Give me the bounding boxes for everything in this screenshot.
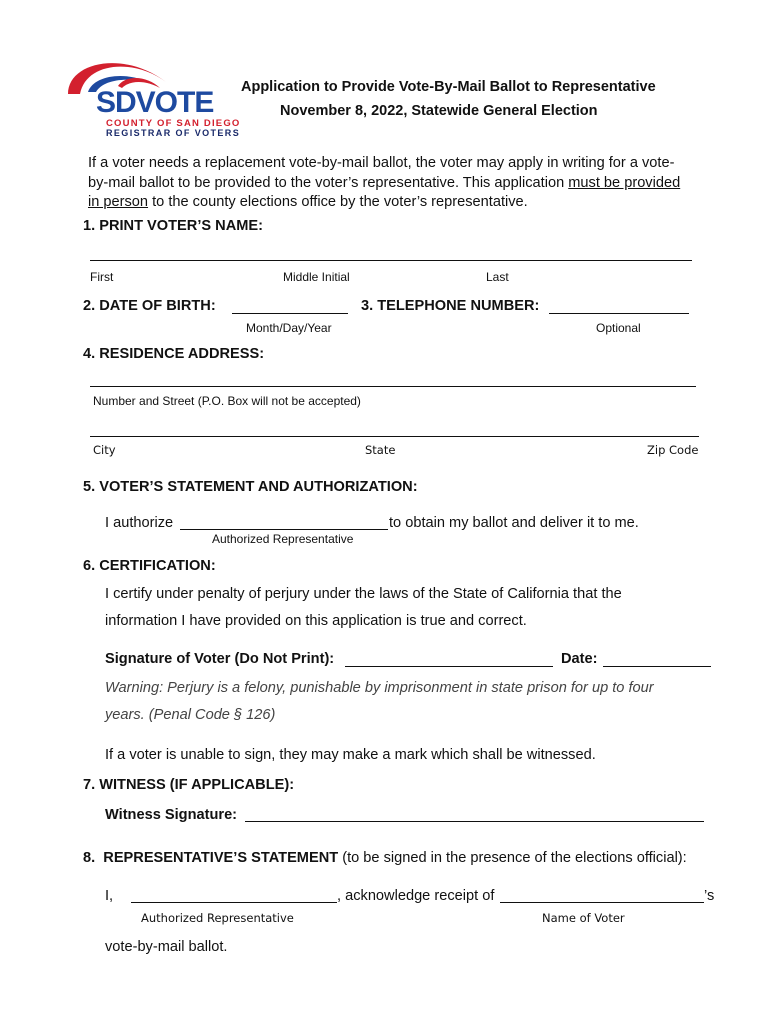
possessive-text: ’s [704, 888, 715, 904]
section-7-heading: 7. WITNESS (IF APPLICABLE): [83, 777, 295, 793]
perjury-warning-line-1: Warning: Perjury is a felony, punishable by imprisonment in state prison for up to four [105, 680, 654, 696]
witness-signature-field[interactable] [245, 821, 704, 822]
signature-date-label: Date: [561, 651, 598, 667]
last-name-label: Last [486, 270, 509, 284]
street-address-field[interactable] [90, 386, 696, 387]
perjury-warning-line-2: years. (Penal Code § 126) [105, 707, 276, 723]
telephone-field[interactable] [549, 313, 689, 314]
logo-brand: SDVOTE [96, 86, 214, 119]
deliver-text: to obtain my ballot and deliver it to me. [389, 515, 639, 531]
page-title: Application to Provide Vote-By-Mail Ballot to Representative [241, 79, 656, 95]
middle-initial-label: Middle Initial [283, 270, 350, 284]
certification-line-2: information I have provided on this application is true and correct. [105, 613, 527, 629]
section-5-heading: 5. VOTER’S STATEMENT AND AUTHORIZATION: [83, 479, 418, 495]
section-2-heading: 2. DATE OF BIRTH: [83, 298, 216, 314]
telephone-hint: Optional [596, 321, 641, 335]
ballot-text: vote-by-mail ballot. [105, 939, 228, 955]
street-hint: Number and Street (P.O. Box will not be accepted) [93, 394, 361, 408]
intro-line-2: by-mail ballot to be provided to the voter’s representative. This application must be provided [88, 175, 681, 191]
representative-name-field[interactable] [131, 902, 337, 903]
city-state-zip-field[interactable] [90, 436, 699, 437]
representative-hint: Authorized Representative [141, 911, 294, 925]
section-4-heading: 4. RESIDENCE ADDRESS: [83, 346, 265, 362]
state-label: State [365, 443, 396, 457]
certification-line-1: I certify under penalty of perjury under the laws of the State of California that the [105, 586, 622, 602]
authorized-representative-field[interactable] [180, 529, 388, 530]
voter-signature-label: Signature of Voter (Do Not Print): [105, 651, 335, 667]
intro-line-3: in person to the county elections office by the voter’s representative. [88, 194, 528, 210]
intro-line-1: If a voter needs a replacement vote-by-mail ballot, the voter may apply in writing for a vote- [88, 155, 675, 171]
dob-hint: Month/Day/Year [246, 321, 332, 335]
logo-registrar: REGISTRAR OF VOTERS [106, 128, 241, 138]
voter-name-hint: Name of Voter [542, 911, 625, 925]
page-subtitle: November 8, 2022, Statewide General Election [280, 103, 598, 119]
voter-name-field[interactable] [90, 260, 692, 261]
signature-date-field[interactable] [603, 666, 711, 667]
representative-i-text: I, [105, 888, 114, 904]
zip-code-label: Zip Code [647, 443, 699, 457]
first-name-label: First [90, 270, 114, 284]
authorize-text: I authorize [105, 515, 174, 531]
section-6-heading: 6. CERTIFICATION: [83, 558, 216, 574]
date-of-birth-field[interactable] [232, 313, 348, 314]
voter-name-receipt-field[interactable] [500, 902, 704, 903]
voter-signature-field[interactable] [345, 666, 553, 667]
section-8-heading: 8. REPRESENTATIVE’S STATEMENT (to be signed in the presence of the elections official): [83, 850, 687, 866]
authorized-representative-hint: Authorized Representative [212, 532, 354, 546]
acknowledge-text: , acknowledge receipt of [337, 888, 495, 904]
section-1-heading: 1. PRINT VOTER’S NAME: [83, 218, 264, 234]
city-label: City [93, 443, 116, 457]
witness-signature-label: Witness Signature: [105, 807, 238, 823]
mark-instruction: If a voter is unable to sign, they may make a mark which shall be witnessed. [105, 747, 596, 763]
logo-county: COUNTY OF SAN DIEGO [106, 118, 241, 129]
sdvote-logo [64, 52, 241, 142]
section-3-heading: 3. TELEPHONE NUMBER: [361, 298, 540, 314]
